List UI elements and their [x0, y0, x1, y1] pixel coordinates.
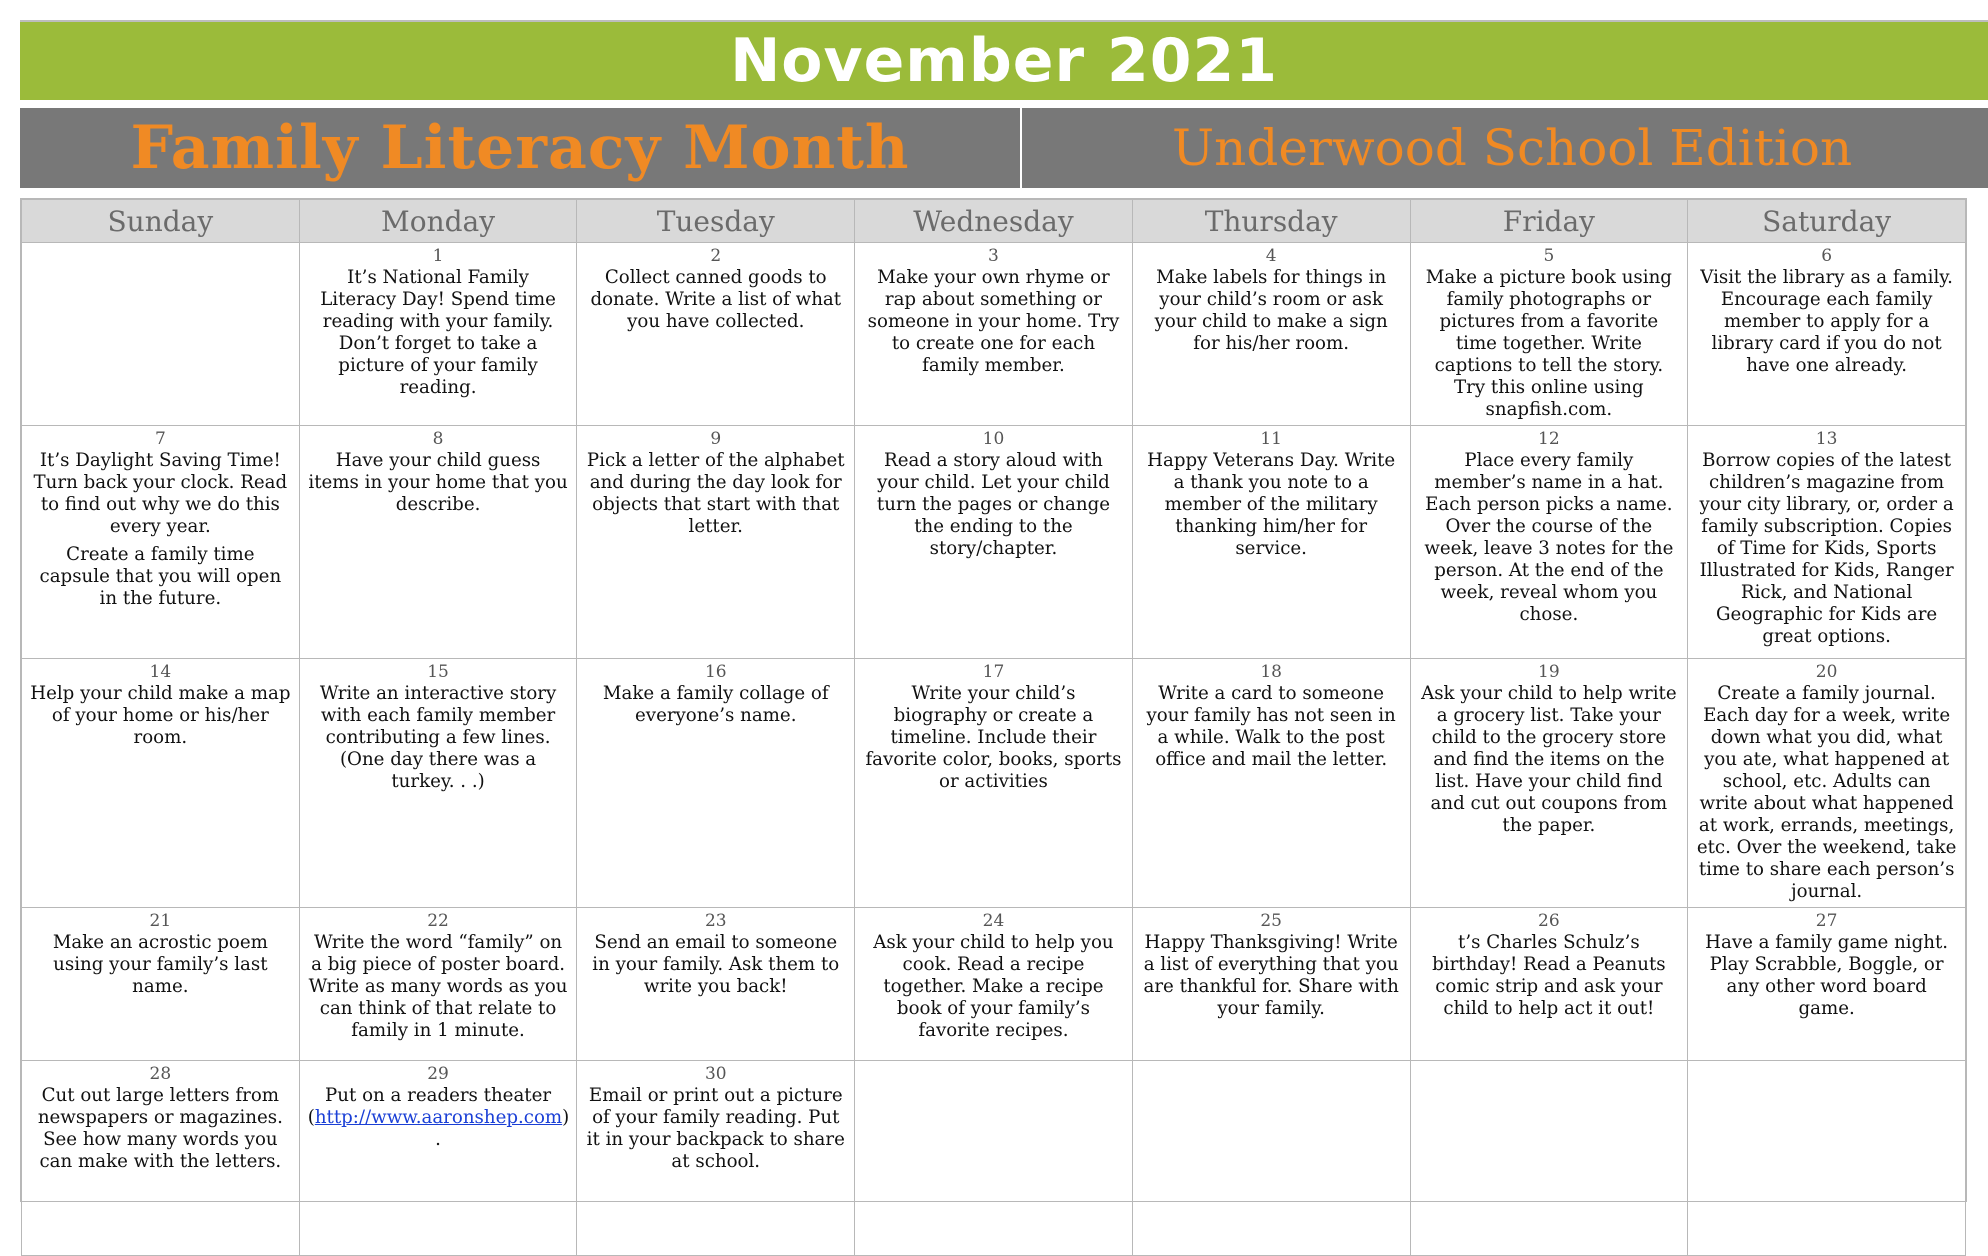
- week-row: [22, 1061, 1966, 1256]
- day-number: 20: [1815, 662, 1838, 682]
- week-row: [22, 243, 1966, 426]
- day-cell: [577, 908, 855, 1061]
- day-cell: [855, 243, 1133, 426]
- week-row: [22, 908, 1966, 1061]
- day-cell: [22, 1061, 300, 1256]
- day-number: 26: [1538, 911, 1560, 931]
- day-number: 2: [710, 246, 722, 266]
- link-line: [308, 1107, 569, 1129]
- day-cell: [1688, 426, 1966, 659]
- weekday-header: Sunday: [22, 200, 300, 243]
- month-title-bar: [20, 22, 1988, 100]
- link-open-paren: (: [307, 1107, 315, 1128]
- link-trailing-period: .: [435, 1129, 441, 1150]
- day-activity: Write the word “family” on a big piece of poster board. Write as many words as you can think of that relate to family in 1 minute.: [308, 932, 568, 1041]
- day-cell: [577, 1061, 855, 1256]
- day-number: 24: [982, 911, 1005, 931]
- day-cell-empty: [22, 243, 300, 426]
- day-activity: Pick a letter of the alphabet and during the day look for objects that start with that letter.: [586, 450, 845, 537]
- day-cell: [22, 426, 300, 659]
- day-cell: [22, 659, 300, 908]
- day-number: 13: [1815, 429, 1838, 449]
- month-title: November 2021: [730, 26, 1278, 96]
- day-activity: Put on a readers theater: [325, 1085, 552, 1106]
- day-number: 5: [1543, 246, 1555, 266]
- day-cell: [1410, 243, 1688, 426]
- day-number: 29: [427, 1064, 449, 1084]
- day-cell: [855, 426, 1133, 659]
- day-number: 4: [1265, 246, 1277, 266]
- weekday-header-row: [22, 200, 1966, 243]
- day-number: 17: [982, 662, 1005, 682]
- day-number: 15: [427, 662, 449, 682]
- day-activity: Ask your child to help write a grocery list. Take your child to the grocery store and find the items on the list. Have your child find and cut out coupons from the paper.: [1421, 683, 1677, 836]
- day-activity: Cut out large letters from newspapers or magazines. See how many words you can make with the letters.: [37, 1085, 283, 1172]
- day-cell: [1410, 426, 1688, 659]
- day-activity: Have a family game night. Play Scrabble, Boggle, or any other word board game.: [1705, 932, 1949, 1019]
- link-close-paren: ): [562, 1107, 570, 1128]
- day-activity: Create a family journal. Each day for a week, write down what you did, what you ate, what happened at school, etc. Adults can write about what happened at work, errands, meetings, etc. Over the weekend, take time to share each person’s journal.: [1696, 683, 1957, 902]
- subtitle-bar: [20, 108, 1988, 188]
- day-cell: [299, 659, 577, 908]
- day-number: 7: [154, 429, 166, 449]
- day-activity: Visit the library as a family. Encourage each family member to apply for a library card if you do not have one already.: [1700, 267, 1953, 376]
- school-edition-title: Underwood School Edition: [1172, 119, 1853, 177]
- day-cell: [1688, 659, 1966, 908]
- day-cell: [1410, 659, 1688, 908]
- day-cell: [577, 659, 855, 908]
- day-number: 21: [149, 911, 172, 931]
- day-activity: Write a card to someone your family has not seen in a while. Walk to the post office and mail the letter.: [1146, 683, 1396, 770]
- day-activity: Help your child make a map of your home or his/her room.: [30, 683, 291, 748]
- readers-theater-link[interactable]: http://www.aaronshep.com: [314, 1107, 563, 1128]
- literacy-month-title: Family Literacy Month: [130, 113, 910, 183]
- subtitle-right: [1022, 108, 1988, 188]
- day-activity: It’s National Family Literacy Day! Spend time reading with your family. Don’t forget to take a picture of your family reading.: [320, 267, 556, 398]
- day-cell: [1132, 243, 1410, 426]
- day-activity: Happy Veterans Day. Write a thank you note to a member of the military thanking him/her for service.: [1147, 450, 1396, 559]
- day-cell-empty: [855, 1061, 1133, 1256]
- day-cell: [577, 426, 855, 659]
- day-number: 30: [704, 1064, 727, 1084]
- day-number: 11: [1260, 429, 1282, 449]
- day-number: 3: [988, 246, 999, 266]
- day-number: 18: [1260, 662, 1282, 682]
- day-cell: [855, 659, 1133, 908]
- day-number: 19: [1538, 662, 1560, 682]
- day-activity: Read a story aloud with your child. Let your child turn the pages or change the ending to the story/chapter.: [876, 450, 1110, 559]
- day-cell: [1132, 659, 1410, 908]
- day-activity: Place every family member’s name in a hat. Each person picks a name. Over the course of the week, leave 3 notes for the person. At the end of the week, reveal whom you chose.: [1424, 450, 1674, 625]
- weekday-header: Wednesday: [855, 200, 1133, 243]
- week-row: [22, 659, 1966, 908]
- day-activity: Make a family collage of everyone’s name.: [602, 683, 829, 726]
- day-number: 28: [149, 1064, 172, 1084]
- day-number: 6: [1821, 246, 1833, 266]
- day-cell: [855, 908, 1133, 1061]
- day-cell: [1688, 908, 1966, 1061]
- day-activity: Make your own rhyme or rap about something or someone in your home. Try to create one for each family member.: [867, 267, 1120, 376]
- day-activity: Write an interactive story with each family member contributing a few lines. (One day there was a turkey. . .): [319, 683, 557, 792]
- day-number: 8: [432, 429, 444, 449]
- weekday-header: Saturday: [1688, 200, 1966, 243]
- day-cell: [577, 243, 855, 426]
- day-activity: Write your child’s biography or create a timeline. Include their favorite color, books, sports or activities: [865, 683, 1122, 792]
- subtitle-left: [20, 108, 1022, 188]
- week-row: [22, 426, 1966, 659]
- day-number: 14: [149, 662, 172, 682]
- day-activity: Have your child guess items in your home that you describe.: [308, 450, 568, 515]
- day-number: 1: [432, 246, 444, 266]
- weekday-header: Monday: [299, 200, 577, 243]
- day-cell: [1688, 243, 1966, 426]
- day-cell-empty: [1688, 1061, 1966, 1256]
- weekday-header: Friday: [1410, 200, 1688, 243]
- day-number: 16: [704, 662, 727, 682]
- day-activity: Ask your child to help you cook. Read a recipe together. Make a recipe book of your family’s favorite recipes.: [873, 932, 1114, 1041]
- weekday-header: Tuesday: [577, 200, 855, 243]
- day-activity: Send an email to someone in your family. Ask them to write you back!: [592, 932, 840, 997]
- day-activity: Happy Thanksgiving! Write a list of everything that you are thankful for. Share with your family.: [1143, 932, 1399, 1019]
- day-number: 27: [1815, 911, 1838, 931]
- day-cell-empty: [1132, 1061, 1410, 1256]
- day-number: 25: [1260, 911, 1282, 931]
- day-cell: [299, 908, 577, 1061]
- day-activity: Make an acrostic poem using your family’s last name.: [52, 932, 268, 997]
- day-activity: Make labels for things in your child’s room or ask your child to make a sign for his/her room.: [1154, 267, 1388, 354]
- day-cell: [1132, 908, 1410, 1061]
- day-activity: t’s Charles Schulz’s birthday! Read a Peanuts comic strip and ask your child to help act it out!: [1432, 932, 1666, 1019]
- day-activity: Collect canned goods to donate. Write a list of what you have collected.: [590, 267, 842, 332]
- day-number: 9: [710, 429, 722, 449]
- calendar-grid: [20, 198, 1967, 1202]
- day-number: 12: [1538, 429, 1560, 449]
- day-number: 10: [982, 429, 1005, 449]
- day-cell: [299, 243, 577, 426]
- day-cell-empty: [1410, 1061, 1688, 1256]
- day-cell: [1410, 908, 1688, 1061]
- day-cell: [22, 908, 300, 1061]
- day-cell: [299, 1061, 577, 1256]
- day-cell: [1132, 426, 1410, 659]
- day-activity: Borrow copies of the latest children’s magazine from your city library, or, order a family subscription. Copies of Time for Kids, Sports Illustrated for Kids, Ranger Rick, and National Geographic for Kids are great options.: [1699, 450, 1954, 647]
- day-activity: Email or print out a picture of your family reading. Put it in your backpack to share at school.: [586, 1085, 845, 1172]
- day-activity: Make a picture book using family photographs or pictures from a favorite time together. Write captions to tell the story. Try this online using snapfish.com.: [1425, 267, 1672, 420]
- day-number: 23: [704, 911, 727, 931]
- day-activity: It’s Daylight Saving Time! Turn back your clock. Read to find out why we do this every year.: [33, 450, 288, 537]
- day-activity-extra: Create a family time capsule that you will open in the future.: [39, 544, 282, 609]
- weekday-header: Thursday: [1132, 200, 1410, 243]
- calendar-table: [21, 199, 1966, 1256]
- day-number: 22: [427, 911, 449, 931]
- day-cell: [299, 426, 577, 659]
